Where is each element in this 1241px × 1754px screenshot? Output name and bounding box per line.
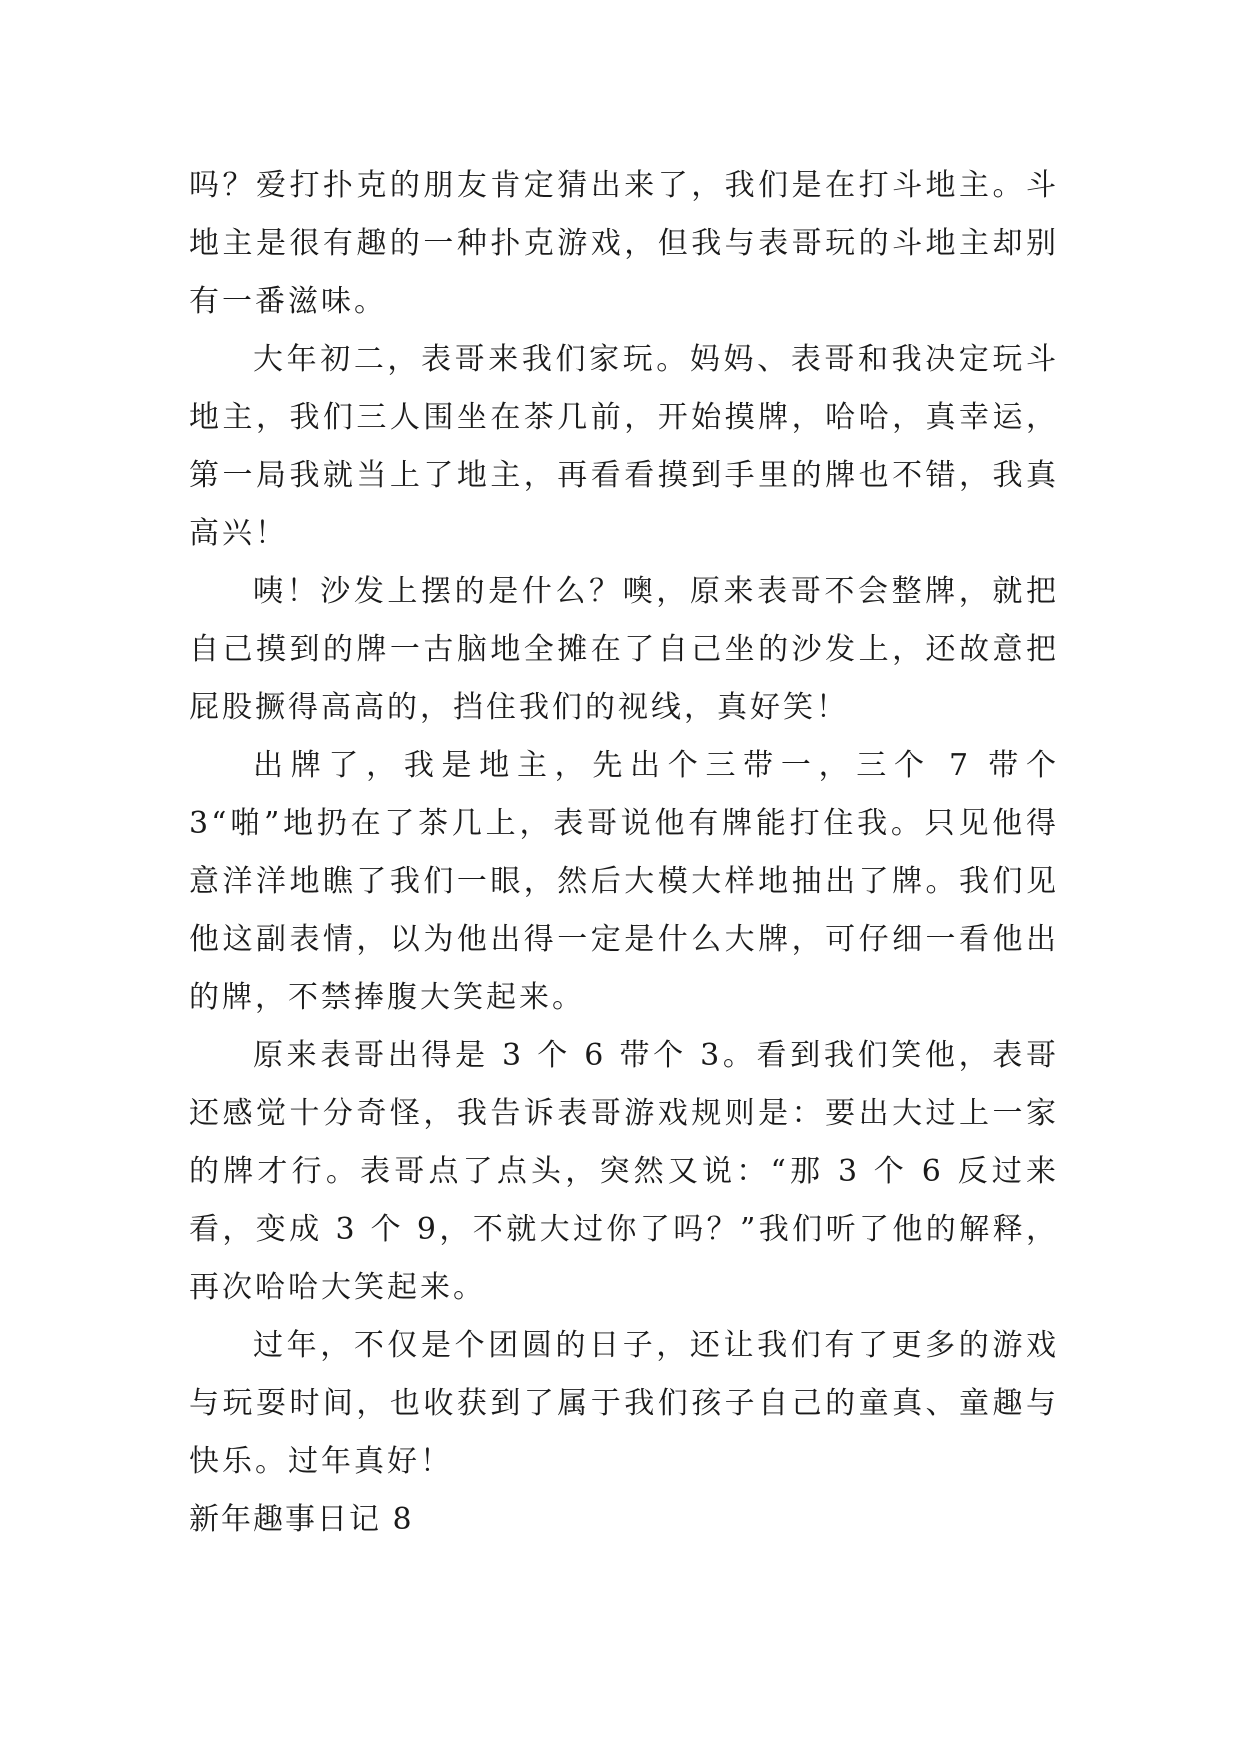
paragraph-5: 原来表哥出得是 3 个 6 带个 3。看到我们笑他，表哥还感觉十分奇怪，我告诉表哥游戏规则是：要出大过上一家的牌才行。表哥点了点头，突然又说：“那 3 个 6 反过来看，变成 3 个 9，不就大过你了吗？”我们听了他的解释，再次哈哈大笑起来。 — [189, 1038, 1059, 1305]
paragraph-6: 过年，不仅是个团圆的日子，还让我们有了更多的游戏与玩耍时间，也收获到了属于我们孩子自己的童真、童趣与快乐。过年真好！ — [189, 1328, 1059, 1479]
section-title: 新年趣事日记 8 — [189, 1502, 414, 1537]
paragraph-3: 咦！沙发上摆的是什么？噢，原来表哥不会整牌，就把自己摸到的牌一古脑地全摊在了自己坐的沙发上，还故意把屁股撅得高高的，挡住我们的视线，真好笑！ — [189, 574, 1059, 725]
paragraph-1: 吗？爱打扑克的朋友肯定猜出来了，我们是在打斗地主。斗地主是很有趣的一种扑克游戏，但我与表哥玩的斗地主却别有一番滋味。 — [189, 168, 1059, 319]
document-body — [189, 157, 1072, 1549]
paragraph-4: 出牌了，我是地主，先出个三带一，三个 7 带个 3“啪”地扔在了茶几上，表哥说他有牌能打住我。只见他得意洋洋地瞧了我们一眼，然后大模大样地抽出了牌。我们见他这副表情，以为他出得一定是什么大牌，可仔细一看他出的牌，不禁捧腹大笑起来。 — [189, 748, 1072, 1015]
paragraph-2: 大年初二，表哥来我们家玩。妈妈、表哥和我决定玩斗地主，我们三人围坐在茶几前，开始摸牌，哈哈，真幸运，第一局我就当上了地主，再看看摸到手里的牌也不错，我真高兴！ — [189, 342, 1059, 551]
